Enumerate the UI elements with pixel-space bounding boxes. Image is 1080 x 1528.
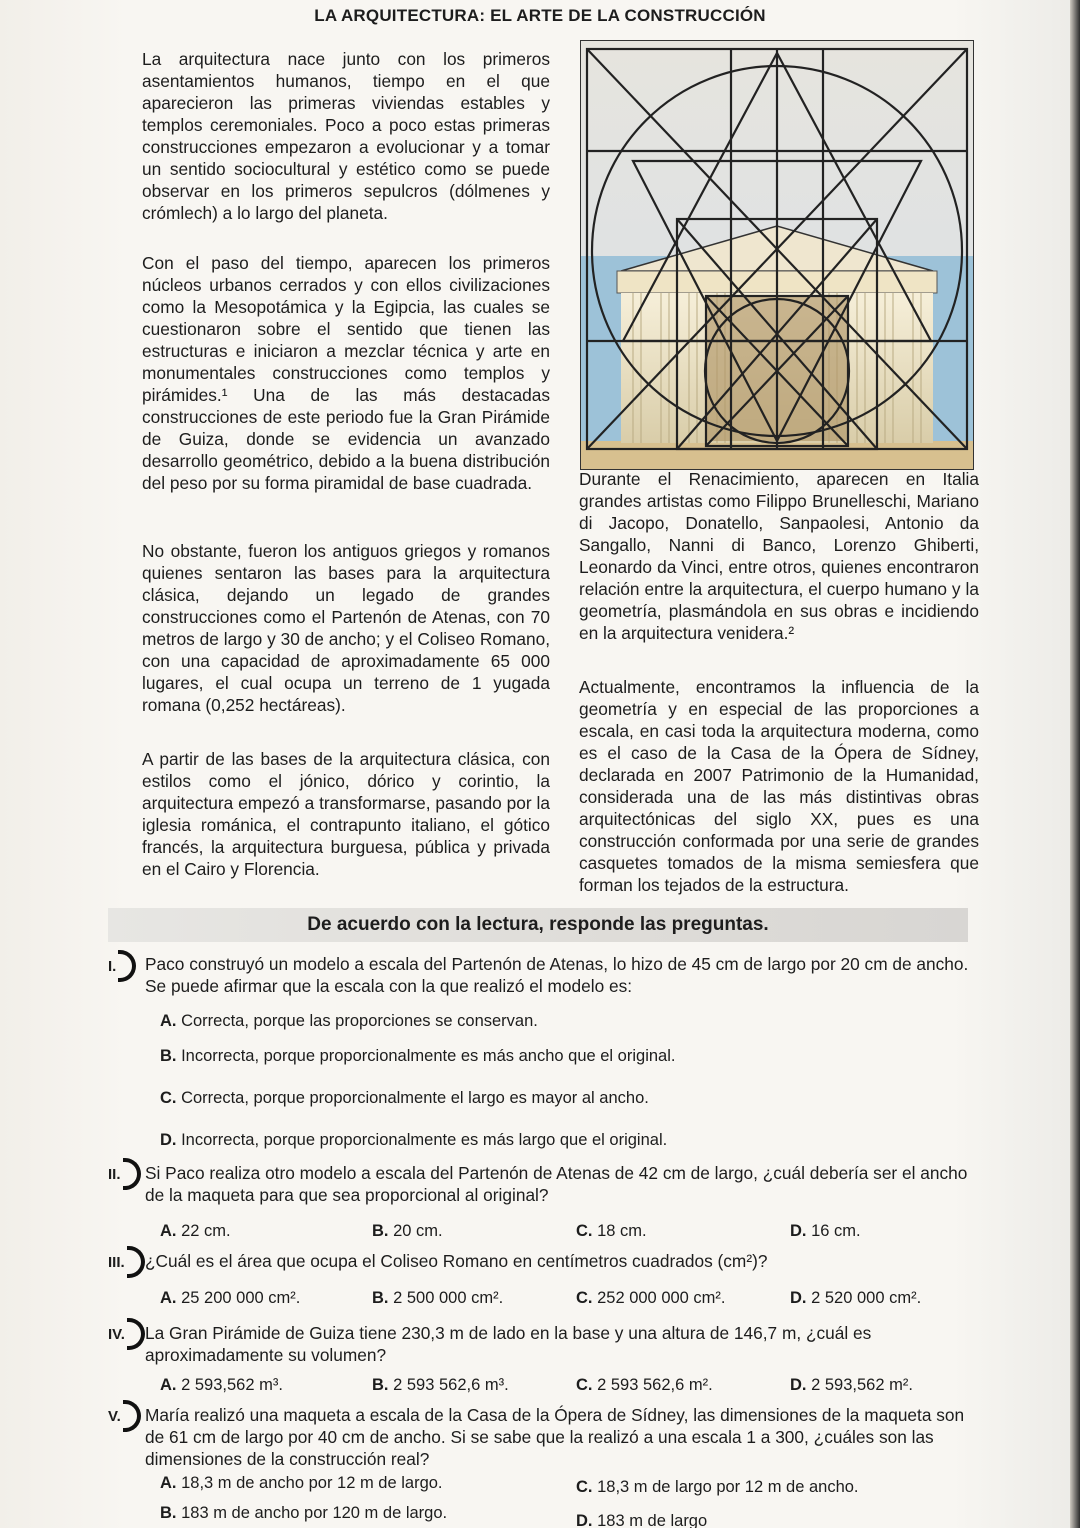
question-2-option-a[interactable] [160,1220,231,1242]
question-2-option-c[interactable] [576,1220,647,1242]
question-3-option-b[interactable] [372,1287,503,1309]
question-4-option-b[interactable] [372,1374,509,1396]
question-5-option-a[interactable] [160,1472,443,1494]
question-2-number: II. [108,1165,121,1183]
option-key: A. [160,1222,177,1240]
question-1-option-c[interactable] [160,1087,649,1109]
question-5-number: V. [108,1407,121,1425]
option-text: Incorrecta, porque proporcionalmente es más ancho que el original. [181,1047,676,1065]
option-text: 2 520 000 cm². [811,1289,922,1307]
question-5-marker [108,1400,141,1432]
option-key: C. [576,1376,593,1394]
option-key: A. [160,1289,177,1307]
question-1-marker [108,950,136,982]
option-text: 20 cm. [393,1222,443,1240]
question-2-text: Si Paco realiza otro modelo a escala del Partenón de Atenas de 42 cm de largo, ¿cuál debería ser el ancho de la maqueta para que sea proporcional al original? [145,1163,968,1205]
option-key: B. [372,1222,389,1240]
question-3-option-c[interactable] [576,1287,726,1309]
question-2-marker [108,1158,141,1190]
option-key: A. [160,1474,177,1492]
option-text: 2 500 000 cm². [393,1289,504,1307]
option-key: C. [576,1478,593,1496]
option-key: C. [576,1289,593,1307]
question-4-option-d[interactable] [790,1374,913,1396]
question-3-text: ¿Cuál es el área que ocupa el Coliseo Romano en centímetros cuadrados (cm²)? [145,1251,768,1271]
option-text: 252 000 000 cm². [597,1289,726,1307]
paragraph-origins: La arquitectura nace junto con los primeros asentamientos humanos, tiempo en el que aparecieron las primeras viviendas estables y templos ceremoniales. Poco a poco estas primeras construcciones empezaron a evolucionar y a tomar un sentido sociocultural y estético como se puede observar en los primeros sepulcros (dólmenes y crómlech) a lo largo del planeta. [142,49,550,223]
option-key: C. [576,1222,593,1240]
arc-icon [118,950,136,982]
question-4-text: La Gran Pirámide de Guiza tiene 230,3 m de lado en la base y una altura de 146,7 m, ¿cuál es aproximadamente su volumen? [145,1323,872,1365]
option-key: A. [160,1012,177,1030]
page-title: LA ARQUITECTURA: EL ARTE DE LA CONSTRUCCIÓN [314,6,766,25]
option-text: 183 m de ancho por 120 m de largo. [181,1504,448,1522]
question-3-option-a[interactable] [160,1287,300,1309]
option-key: C. [160,1089,177,1107]
arc-icon [127,1246,145,1278]
option-text: 2 593,562 m². [811,1376,913,1394]
question-1-option-b[interactable] [160,1045,675,1067]
option-text: 2 593 562,6 m². [597,1376,713,1394]
option-key: D. [790,1289,807,1307]
option-key: A. [160,1376,177,1394]
option-text: 25 200 000 cm². [181,1289,301,1307]
question-2-option-b[interactable] [372,1220,443,1242]
parthenon-geometry-illustration [581,41,973,469]
option-key: D. [790,1376,807,1394]
question-1-text: Paco construyó un modelo a escala del Partenón de Atenas, lo hizo de 45 cm de largo por 20 cm de ancho. Se puede afirmar que la escala con la que realizó el modelo es: [145,954,969,996]
option-text: 2 593 562,6 m³. [393,1376,509,1394]
question-3-marker [108,1246,145,1278]
question-5-option-d[interactable] [576,1510,707,1528]
question-1-option-d[interactable] [160,1129,667,1151]
paragraph-civilizations: Con el paso del tiempo, aparecen los primeros núcleos urbanos cerrados y con ellos civilizaciones como la Mesopotámica y la Egipcia, las cuales se cuestionaron sobre el sentido que tienen las estructuras e iniciaron a mezclar técnica y arte en monumentales construcciones como templos y pirámides.¹ Una de las más destacadas construcciones de este periodo fue la Gran Pirámide de Guiza, donde se evidencia un avanzado desarrollo geométrico, debido a la buena distribución del peso por su forma piramidal de base cuadrada. [142,253,550,493]
option-text: Correcta, porque las proporciones se conservan. [181,1012,538,1030]
question-1-number: I. [108,957,117,975]
option-text: 16 cm. [811,1222,861,1240]
paragraph-renaissance: Durante el Renacimiento, aparecen en Italia grandes artistas como Filippo Brunelleschi, Mariano di Jacopo, Donatello, Sanpaolesi, Antonio da Sangallo, Nanni di Banco, Lorenzo Ghiberti, Leonardo da Vinci, entre otros, quienes encontraron relación entre la arquitectura, el cuerpo humano y la geometría, plasmándola en sus obras e incidiendo en la arquitectura venidera.² [579,469,979,643]
arc-icon [127,1318,145,1350]
question-4-number: IV. [108,1325,125,1343]
option-text: Correcta, porque proporcionalmente el largo es mayor al ancho. [181,1089,649,1107]
arc-icon [123,1158,141,1190]
question-3-option-d[interactable] [790,1287,921,1309]
paragraph-classical: No obstante, fueron los antiguos griegos y romanos quienes sentaron las bases para la arquitectura clásica, dejando un legado de grandes construcciones como el Partenón de Atenas, con 70 metros de largo y 30 de ancho; y el Coliseo Romano, con una capacidad de aproximadamente 65 000 lugares, el cual ocupa un terreno de 1 yugada romana (0,252 hectáreas). [142,541,550,715]
paragraph-modern: Actualmente, encontramos la influencia de la geometría y en especial de las proporciones a escala, en casi toda la arquitectura moderna, como es el caso de la Casa de la Ópera de Sídney, declarada en 2007 Patrimonio de la Humanidad, considerada una de las más distintivas obras arquitectónicas del siglo XX, pues es una construcción conformada por una serie de grandes casquetes tomados de la misma semiesfera que forman los tejados de la estructura. [579,677,979,895]
question-1-option-a[interactable] [160,1010,538,1032]
option-text: Incorrecta, porque proporcionalmente es más largo que el original. [181,1131,668,1149]
question-2-option-d[interactable] [790,1220,861,1242]
option-key: D. [160,1131,177,1149]
option-text: 2 593,562 m³. [181,1376,283,1394]
question-3-number: III. [108,1253,125,1271]
option-key: D. [790,1222,807,1240]
question-5-option-c[interactable] [576,1476,859,1498]
arc-icon [123,1400,141,1432]
option-key: B. [160,1504,177,1522]
option-key: B. [160,1047,177,1065]
option-key: B. [372,1289,389,1307]
page-edge [1070,0,1080,1528]
option-key: B. [372,1376,389,1394]
option-text: 18,3 m de largo por 12 m de ancho. [597,1478,859,1496]
option-key: D. [576,1512,593,1528]
question-4-option-a[interactable] [160,1374,283,1396]
instructions-banner: De acuerdo con la lectura, responde las preguntas. [108,908,968,942]
parthenon-geometry-figure [580,40,974,470]
question-4-marker [108,1318,145,1350]
paragraph-styles: A partir de las bases de la arquitectura clásica, con estilos como el jónico, dórico y corintio, la arquitectura empezó a transformarse, pasando por la iglesia románica, el contrapunto italiano, el gótico francés, la arquitectura burguesa, pública y privada en el Cairo y Florencia. [142,749,550,879]
question-5-text: María realizó una maqueta a escala de la Casa de la Ópera de Sídney, las dimensiones de la maqueta son de 61 cm de largo por 40 cm de ancho. Si se sabe que la realizó a una escala 1 a 300, ¿cuáles son las dimensiones de la construcción real? [145,1405,965,1469]
option-text: 18 cm. [597,1222,647,1240]
question-4-option-c[interactable] [576,1374,713,1396]
option-text: 22 cm. [181,1222,231,1240]
option-text: 18,3 m de ancho por 12 m de largo. [181,1474,443,1492]
option-text: 183 m de largo [597,1512,708,1528]
question-5-option-b[interactable] [160,1502,447,1524]
